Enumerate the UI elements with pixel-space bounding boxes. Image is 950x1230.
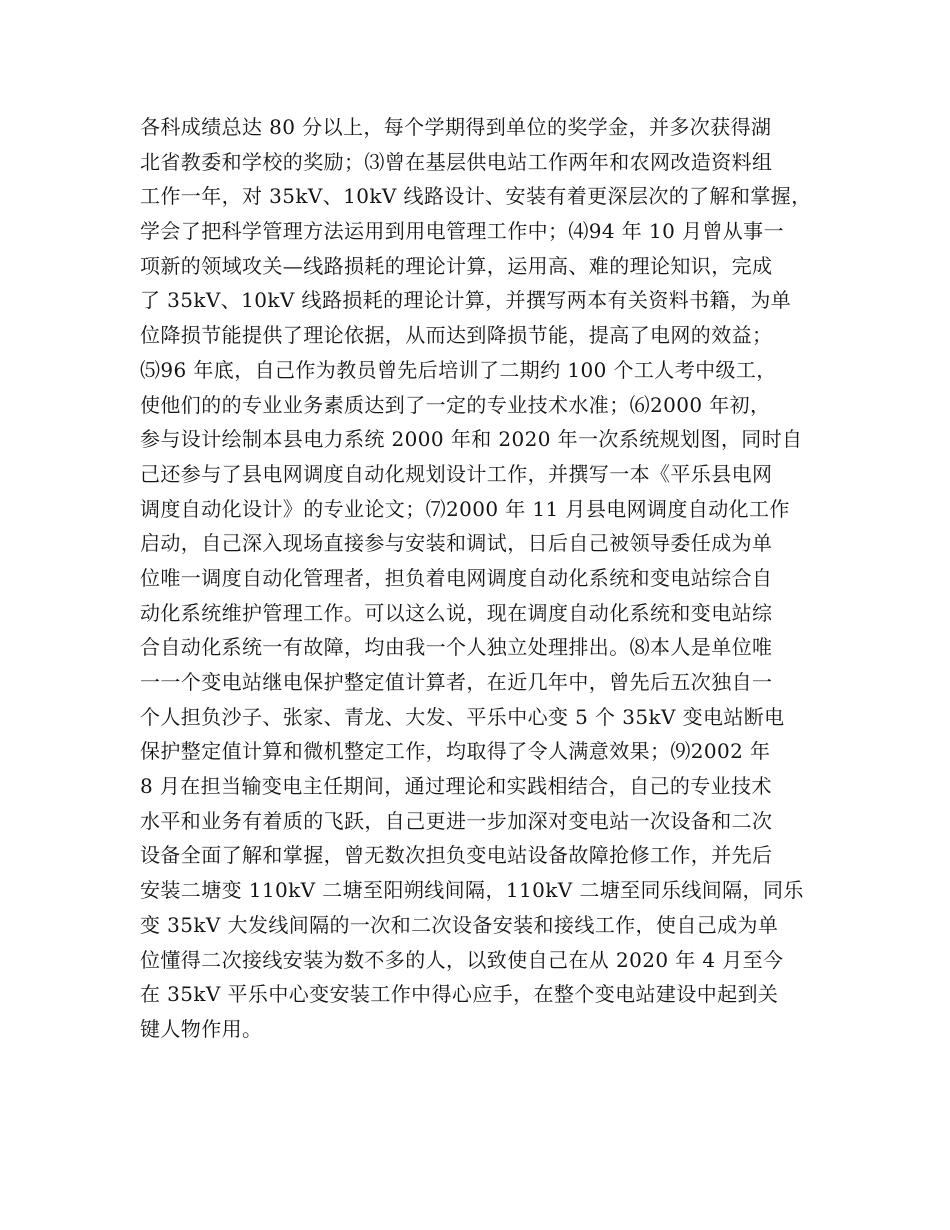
text-line: 使他们的的专业业务素质达到了一定的专业技术水准；⑹2000 年初， <box>140 392 771 417</box>
text-line: 变 35kV 大发线间隔的一次和二次设备安装和接线工作，使自己成为单 <box>140 912 779 937</box>
text-line: 项新的领域攻关—线路损耗的理论计算，运用高、难的理论知识，完成 <box>140 253 773 278</box>
text-line: 了 35kV、10kV 线路损耗的理论计算，并撰写两本有关资料书籍，为单 <box>140 288 792 313</box>
text-line: 位降损节能提供了理论依据，从而达到降损节能，提高了电网的效益； <box>140 323 773 348</box>
text-line: 键人物作用。 <box>140 1016 263 1041</box>
text-line: 启动，自己深入现场直接参与安装和调试，日后自己被领导委任成为单 <box>140 531 773 556</box>
text-line: 合自动化系统一有故障，均由我一个人独立处理排出。⑻本人是单位唯 <box>140 635 773 660</box>
text-line: 水平和业务有着质的飞跃，自己更进一步加深对变电站一次设备和二次 <box>140 808 773 833</box>
body-paragraph <box>140 110 840 1047</box>
text-line: 一一个变电站继电保护整定值计算者，在近几年中，曾先后五次独自一 <box>140 670 773 694</box>
text-line: 保护整定值计算和微机整定工作，均取得了令人满意效果；⑼2002 年 <box>140 739 771 764</box>
text-line: 位唯一调度自动化管理者，担负着电网调度自动化系统和变电站综合自 <box>140 565 773 590</box>
text-line: 工作一年，对 35kV、10kV 线路设计、安装有着更深层次的了解和掌握， <box>140 184 812 209</box>
text-line: 参与设计绘制本县电力系统 2000 年和 2020 年一次系统规划图，同时自 <box>140 427 803 452</box>
text-line: 北省教委和学校的奖励；⑶曾在基层供电站工作两年和农网改造资料组 <box>140 149 773 174</box>
text-line: 己还参与了县电网调度自动化规划设计工作，并撰写一本《平乐县电网 <box>140 461 773 486</box>
text-line: 调度自动化设计》的专业论文；⑺2000 年 11 月县电网调度自动化工作 <box>140 496 790 521</box>
text-line: 安装二塘变 110kV 二塘至阳朔线间隔，110kV 二塘至同乐线间隔，同乐 <box>140 878 804 903</box>
text-line: 在 35kV 平乐中心变安装工作中得心应手，在整个变电站建设中起到关 <box>140 982 779 1007</box>
text-line: ⑸96 年底，自己作为教员曾先后培训了二期约 100 个工人考中级工， <box>140 357 777 382</box>
text-line: 动化系统维护管理工作。可以这么说，现在调度自动化系统和变电站综 <box>140 600 773 625</box>
text-line: 学会了把科学管理方法运用到用电管理工作中；⑷94 年 10 月曾从事一 <box>140 219 784 244</box>
text-line: 8 月在担当输变电主任期间，通过理论和实践相结合，自己的专业技术 <box>140 774 772 799</box>
text-line: 各科成绩总达 80 分以上，每个学期得到单位的奖学金，并多次获得湖 <box>140 115 772 139</box>
text-line: 个人担负沙子、张家、青龙、大发、平乐中心变 5 个 35kV 变电站断电 <box>140 704 785 729</box>
text-line: 设备全面了解和掌握，曾无数次担负变电站设备故障抢修工作，并先后 <box>140 843 773 868</box>
text-line: 位懂得二次接线安装为数不多的人，以致使自己在从 2020 年 4 月至今 <box>140 947 784 972</box>
